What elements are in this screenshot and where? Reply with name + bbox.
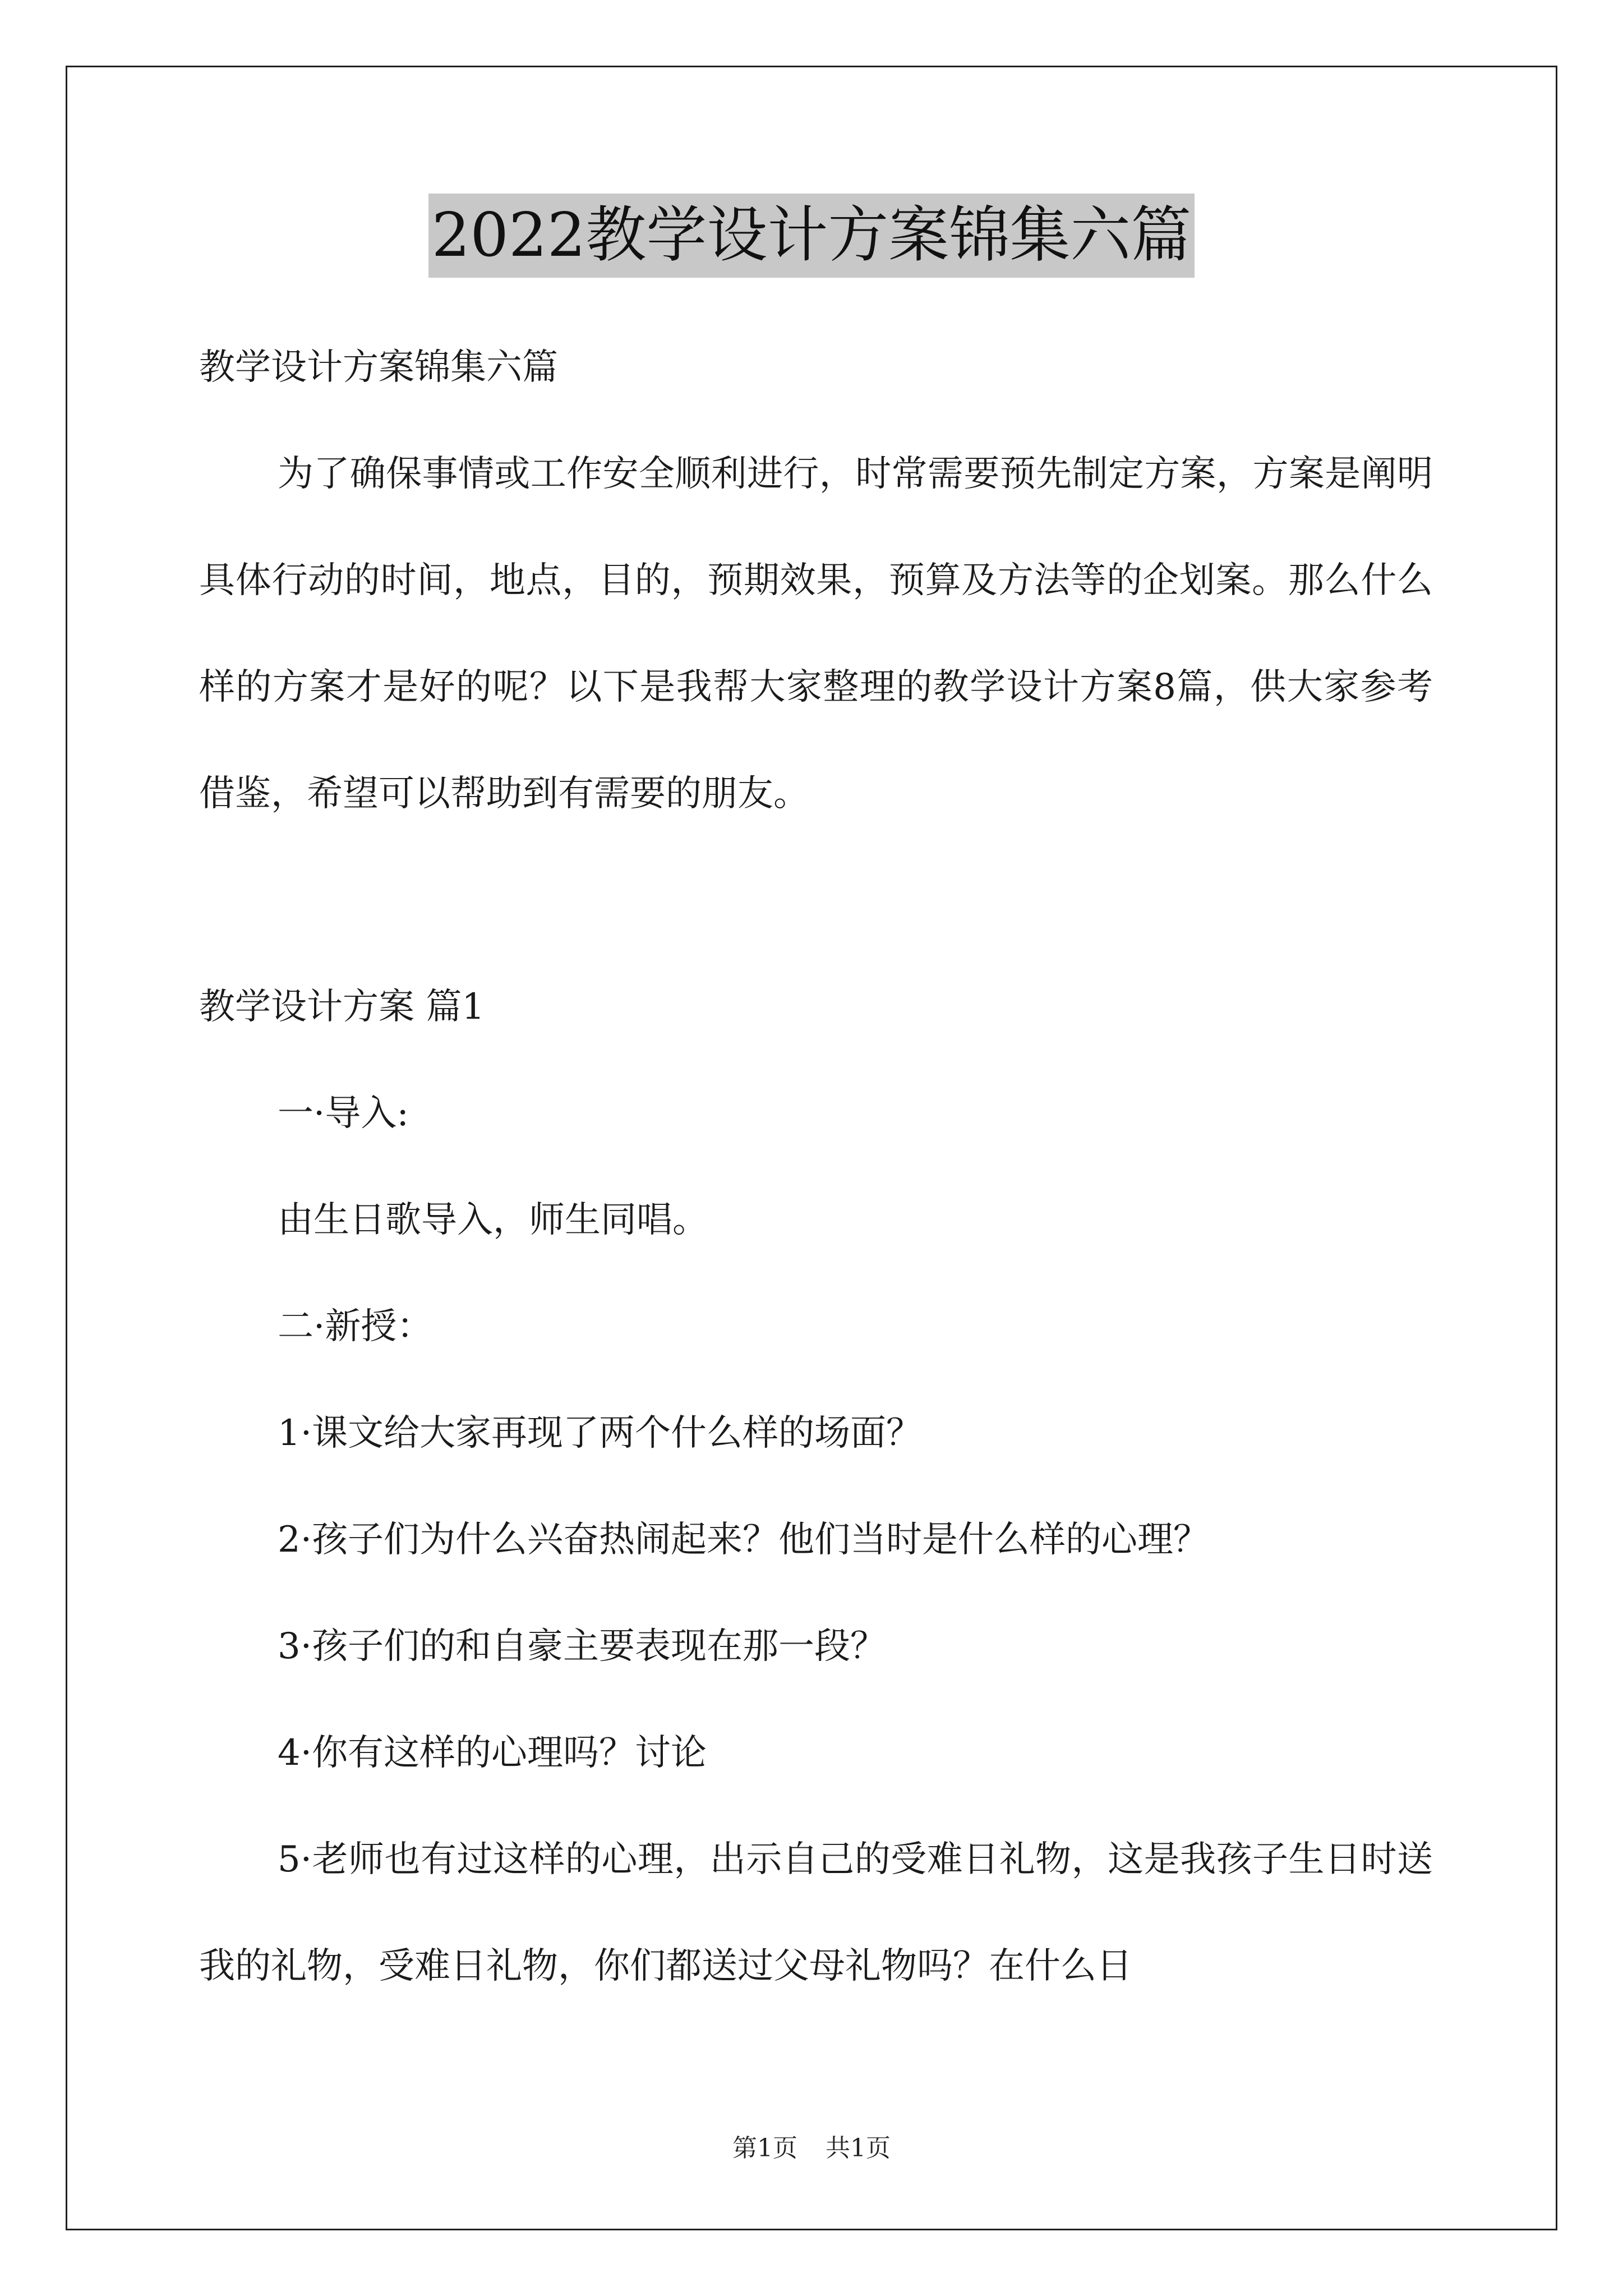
- page-footer: [0, 2132, 1623, 2165]
- paragraph-spacer: [199, 847, 1433, 954]
- document-subtitle: 教学设计方案锦集六篇: [199, 347, 558, 388]
- list-item: 二·新授：: [278, 1306, 433, 1347]
- list-item: 5·老师也有过这样的心理，出示自己的受难日礼物，这是我孩子生日时送我的礼物，受难日礼物，你们都送过父母礼物吗？在什么日: [199, 1839, 1433, 1987]
- intro-paragraph: 为了确保事情或工作安全顺利进行，时常需要预先制定方案，方案是阐明具体行动的时间，地点，目的，预期效果，预算及方法等的企划案。那么什么样的方案才是好的呢？以下是我帮大家整理的教学设计方案8篇，供大家参考借鉴，希望可以帮助到有需要的朋友。: [199, 453, 1433, 815]
- list-item: 由生日歌导入，师生同唱。: [278, 1199, 708, 1241]
- list-item: 1·课文给大家再现了两个什么样的场面？: [278, 1412, 923, 1454]
- section-heading: 教学设计方案 篇1: [199, 986, 485, 1028]
- list-item: 4·你有这样的心理吗？讨论: [278, 1732, 707, 1774]
- list-item: 3·孩子们的和自豪主要表现在那一段？: [278, 1626, 887, 1667]
- page-number-current: 第1页: [732, 2134, 797, 2162]
- document-title: 2022教学设计方案锦集六篇: [428, 194, 1195, 278]
- list-item: 一·导入:: [278, 1093, 409, 1134]
- document-body: [199, 314, 1433, 2019]
- title-container: [0, 194, 1623, 278]
- page-number-total: 共1页: [826, 2134, 891, 2162]
- list-item: 2·孩子们为什么兴奋热闹起来？他们当时是什么样的心理？: [278, 1519, 1210, 1561]
